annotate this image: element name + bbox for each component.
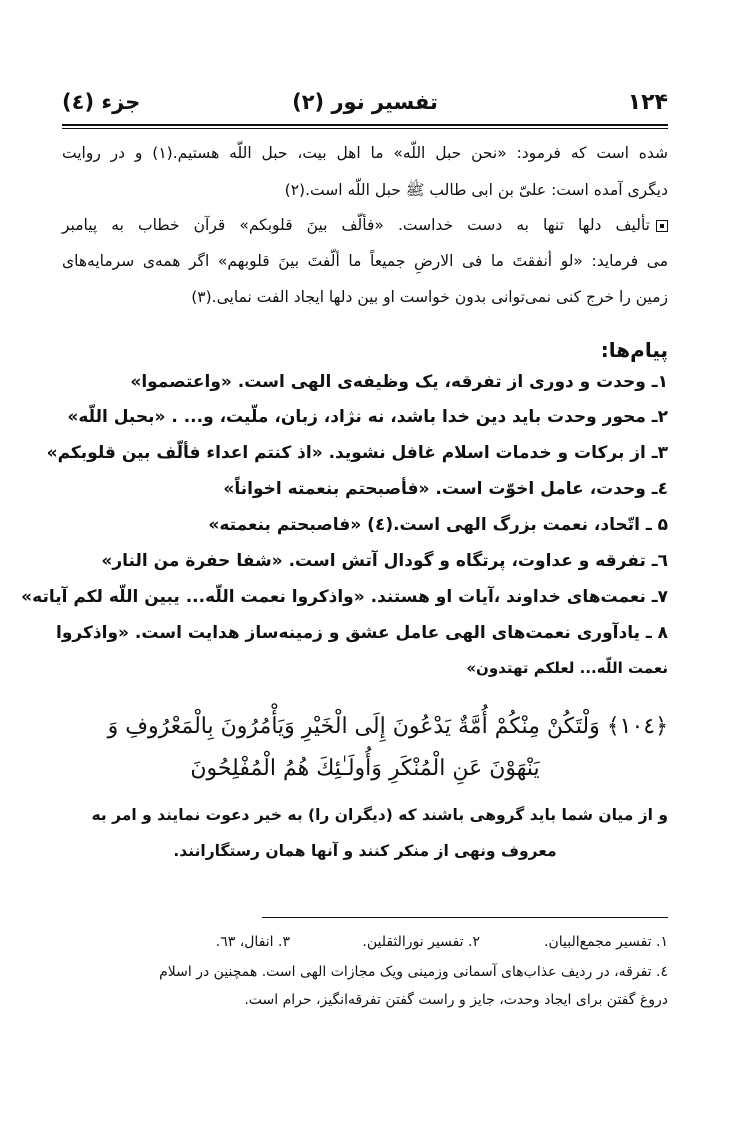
footnote-4-continuation: دروغ گفتن برای ایجاد وحدت، جایز و راست گفتن تفرقه‌انگیز، حرام است. bbox=[244, 992, 668, 1008]
page-number: ۱۲۴ bbox=[627, 90, 668, 115]
verse-line: ﴿۱۰٤﴾ وَلْتَكُنْ مِنْكُمْ أُمَّةٌ يَدْعُونَ إِلَى الْخَيْرِ وَيَأْمُرُونَ بِالْمَعْرُوفِ وَ bbox=[107, 714, 668, 739]
commentary-paragraph bbox=[62, 140, 668, 320]
footnote-4: ٤. تفرقه، در ردیف عذاب‌های آسمانی وزمینی ویک مجازات الهی است. همچنین در اسلام bbox=[159, 964, 668, 980]
footnote-1: ۱. تفسیر مجمع‌البیان. bbox=[544, 934, 668, 950]
message-item: ٦ـ تفرقه و عداوت، پرتگاه و گودال آتش است. «شفا حفرة من النار» bbox=[101, 551, 668, 571]
message-item-continuation: نعمت اللّه... لعلکم تهتدون» bbox=[466, 659, 668, 677]
message-item: ۲ـ محور وحدت باید دین خدا باشد، نه نژاد، زبان، ملّیت، و... . «بحبل اللّه» bbox=[67, 407, 668, 427]
header-rule-thin bbox=[62, 128, 668, 129]
translation-line: و از میان شما باید گروهی باشند که (دیگران را) به خیر دعوت نمایند و امر به bbox=[91, 806, 668, 824]
part-label: جزء (٤) bbox=[62, 90, 141, 114]
footnote-3: ۳. انفال، ٦۳. bbox=[215, 934, 290, 950]
message-item: ۸ ـ یادآوری نعمت‌های الهی عامل عشق و زمینه‌ساز هدایت است. «واذکروا bbox=[56, 623, 668, 643]
book-title: تفسیر نور (۲) bbox=[292, 90, 438, 114]
header-rule bbox=[62, 124, 668, 126]
commentary-line bbox=[62, 216, 668, 234]
translation-line: معروف ونهی از منکر کنند و آنها همان رستگارانند. bbox=[173, 842, 557, 860]
square-bullet-icon bbox=[656, 220, 668, 232]
footnote-2: ۲. تفسیر نورالثقلین. bbox=[362, 934, 480, 950]
footnote-rule bbox=[262, 917, 668, 918]
message-item: ۱ـ وحدت و دوری از تفرقه، یک وظیفه‌ی الهی است. «واعتصموا» bbox=[130, 372, 668, 392]
commentary-line: شده است که فرمود: «نحن حبل اللّه» ما اهل بیت، حبل اللّه هستیم.(۱) و در روایت bbox=[62, 144, 668, 162]
verse-line: يَنْهَوْنَ عَنِ الْمُنْكَرِ وَأُولَـٰئِكَ هُمُ الْمُفْلِحُونَ bbox=[190, 756, 540, 781]
message-item: ۵ ـ اتّحاد، نعمت بزرگ الهی است.(٤) «فاصبحتم بنعمته» bbox=[208, 515, 668, 535]
commentary-line: می فرماید: «لو أنفقتَ ما فی الارضِ جمیعاً ما ألّفتَ بینَ قلوبهم» اگر همه‌ی سرمایه‌های bbox=[62, 252, 668, 270]
message-item: ٤ـ وحدت، عامل اخوّت است. «فأصبحتم بنعمته اخواناً» bbox=[223, 479, 668, 499]
messages-heading: پیام‌ها: bbox=[600, 338, 668, 362]
commentary-line-text: تألیف دلها تنها به دست خداست. «فألّف بینَ قلوبکم» قرآن خطاب به پیامبر bbox=[62, 216, 650, 234]
message-item: ۳ـ از برکات و خدمات اسلام غافل نشوید. «اذ کنتم اعداء فألّف بین قلوبکم» bbox=[46, 443, 668, 463]
commentary-line: دیگری آمده است: علیّ بن ابی طالب ﷺ حبل اللّه است.(۲) bbox=[284, 181, 668, 199]
message-item: ۷ـ نعمت‌های خداوند ،آیات او هستند. «واذکروا نعمت اللّه... یبین اللّه لکم آیاته» bbox=[21, 587, 668, 607]
commentary-line: زمین را خرج کنی نمی‌توانی بدون خواست او بین دلها ایجاد الفت نمایی.(۳) bbox=[191, 288, 668, 306]
running-header bbox=[62, 90, 668, 120]
